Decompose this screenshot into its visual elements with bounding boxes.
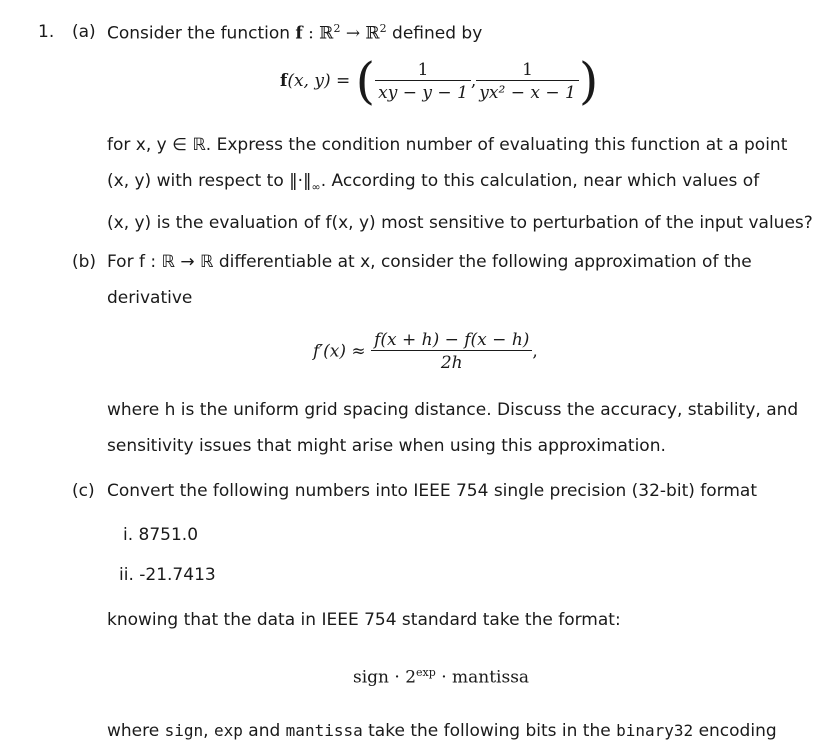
- difference-quotient: $\frac{f(x + h) - f(x - h)}{2h}$: [371, 330, 532, 373]
- derivative-approximation-equation: f′(x) ≈ $\frac{f(x + h) - f(x - h)}{2h}$ ,: [313, 330, 538, 373]
- part-a-intro: Consider the function f : ℝ$^2$ → ℝ$^2$ defined by: [107, 22, 483, 44]
- part-a-body: for x, y ∈ ℝ. Express the condition number of evaluating this function at a point (x, y) with respect to $‖\cdot‖_\infty$. According to this calculation, near which values of (x, y) is the evaluation of f(x, y) most sensitive to perturbation of the input values?: [107, 135, 813, 234]
- fraction-2: $\frac{1}{\text{yx² − x − 1}}$: [476, 60, 579, 103]
- ieee-format-formula: sign · $2^{exp}$ · mantissa: [353, 666, 530, 688]
- part-c-format-intro: knowing that the data in IEEE 754 standard take the format:: [107, 610, 621, 630]
- part-b-label: (b): [72, 252, 97, 272]
- list-item: i. 8751.0: [123, 525, 199, 545]
- part-c-intro: Convert the following numbers into IEEE 754 single precision (32-bit) format: [107, 481, 757, 501]
- part-b-intro: For f : ℝ → ℝ differentiable at x, consider the following approximation of the derivative: [107, 252, 752, 308]
- part-c-encoding-line: where sign, exp and mantissa take the following bits in the binary32 encoding: [107, 721, 777, 741]
- part-b-body: where h is the uniform grid spacing distance. Discuss the accuracy, stability, and sensitivity issues that might arise when using this approximation.: [107, 400, 799, 456]
- part-a-label: (a): [72, 22, 96, 42]
- fraction-1: $\frac{1}{xy - y - 1}$: [375, 60, 471, 103]
- list-item: ii. -21.7413: [119, 565, 216, 585]
- function-definition-equation: f(x, y) = ( $\frac{1}{xy - y - 1}$ , $\frac{1}{\text{yx² − x − 1}}$ ): [280, 52, 599, 110]
- part-c-label: (c): [72, 481, 95, 501]
- question-number: 1.: [38, 22, 55, 42]
